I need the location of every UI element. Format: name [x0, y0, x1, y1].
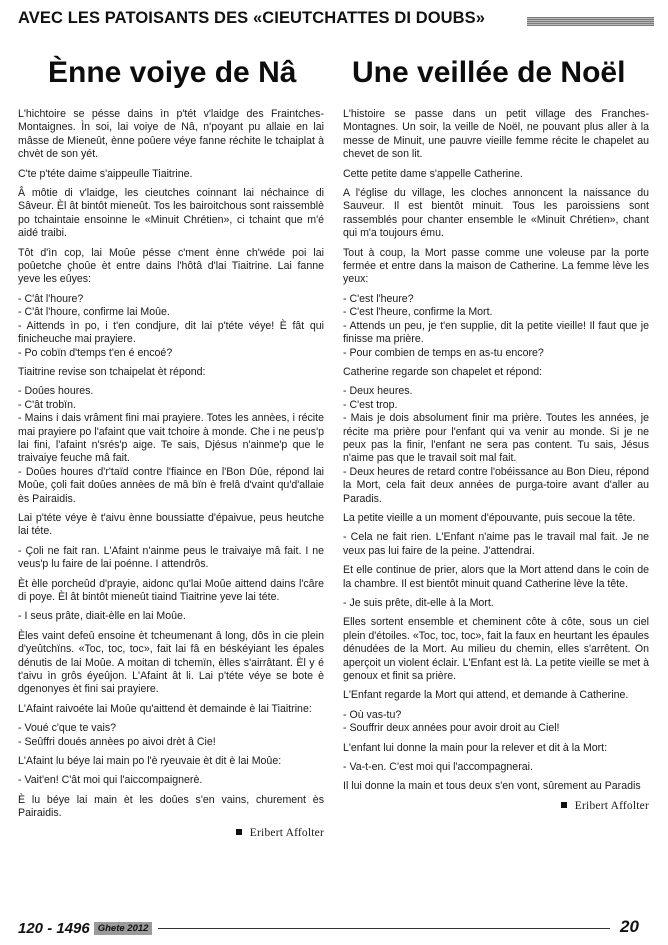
paragraph: Catherine regarde son chapelet et répond:	[343, 365, 543, 378]
page-header	[18, 8, 654, 30]
edition-badge: Ghete 2012	[94, 922, 153, 935]
paragraph: Tout à coup, la Mort passe comme une voleuse par la porte fermée et entre dans la maison de Catherine. La femme lève les yeux:	[343, 246, 649, 286]
paragraph: Â môtie di v'laidge, les cieutches coinnant lai néchaince di Sâveur. Èl ât bintôt mieneût. Tos les bairoitchous sont raissemblè po tchaintaie ensoinne le «Minuit Chrétien», ci tchaint que m'é aidé traibi.	[18, 187, 324, 240]
paragraph: - Je suis prête, dit-elle à la Mort.	[343, 597, 494, 609]
paragraph: - I seus prâte, diait-èlle en lai Moûe.	[18, 610, 186, 623]
issue-info	[18, 919, 152, 937]
paragraph: L'Afaint raivoéte lai Moûe qu'aittend èt demainde è lai Tiaitrine:	[18, 702, 312, 715]
author-signature	[18, 827, 324, 840]
french-column	[343, 108, 649, 819]
author-name: Eribert Affolter	[574, 799, 649, 812]
paragraph: L'hichtoire se pésse dains ìn p'tét v'laidge des Fraintches-Montaignes. Ìn soi, lai voiye de Nâ, n'poyant pu allaie en lai mâsse de Mieneût, ènne poûere véye fanne réchite le tchaiplat à chvèt de son yét.	[18, 108, 324, 161]
footer-rule	[158, 928, 610, 929]
issue-number: 120 - 1496	[18, 919, 90, 937]
paragraph: È lu béye lai main èt les doûes s'en vains, churement ès Pairaidis.	[18, 793, 324, 820]
paragraph: L'Enfant regarde la Mort qui attend, et demande à Catherine.	[343, 689, 629, 702]
paragraph: - Deux heures. - C'est trop. - Mais je dois absolument finir ma prière. Toutes les années, je récite ma prière pour l'enfant qui va venir au monde. Si je ne peux pas la finir, l'enfant ne sera pas content. Tu sais, Jésus n'aime pas que le travail soit mal fait. - Deux heures de retard contre l'obéissance au Bon Dieu, répond la Mort, cela fait deux années de purga-toire avant d'aller au Paradis.	[343, 385, 649, 505]
paragraph: - Vait'en! C'ât moi qui l'aiccompaignerè.	[18, 774, 203, 787]
paragraph: Cette petite dame s'appelle Catherine.	[343, 167, 523, 180]
square-bullet-icon	[236, 829, 242, 835]
paragraph: Et elle continue de prier, alors que la Mort attend dans le coin de la chambre. Il est bientôt minuit quand Catherine lève la tête.	[343, 564, 649, 590]
header-text: AVEC LES PATOISANTS DES «CIEUTCHATTES DI DOUBS»	[18, 9, 486, 27]
paragraph: - C'est l'heure? - C'est l'heure, confirme la Mort. - Attends un peu, je t'en supplie, dit la petite vieille! Il faut que je finisse ma prière. - Pour combien de temps en as-tu encore?	[343, 292, 649, 359]
french-title: Une veillée de Noël	[352, 56, 626, 89]
paragraph: - C'ât l'houre? - C'ât l'houre, confirme lai Moûe. - Aittends ìn po, i t'en condjure, dit lai p'téte véye! È fât qui finicheuche mai prayiere. - Po cobïn d'temps t'en é encoé?	[18, 292, 324, 359]
author-name: Eribert Affolter	[249, 826, 324, 839]
patois-column	[18, 108, 324, 846]
paragraph: - Doûes houres. - C'ât trobïn. - Mains i dais vrâment fini mai prayiere. Totes les annèes, i récite mai prayiere po l'afaint que vait tchoire à monde. Che i ne peus'p lai fini, l'afaint n'srés'p aige. Te sais, Djésus n'ainme'p que le traivaiye feuche mâ fait. - Doûes houres d'r'taïd contre l'fiaince en l'Bon Dûe, répond lai Moûe, çoli fait doûes annèes de mâ bïn è frelâ d'vaint qu'd'allaie ès Pairaidis.	[18, 385, 324, 505]
paragraph: - Va-t-en. C'est moi qui l'accompagnerai.	[343, 761, 533, 774]
patois-title: Ènne voiye de Nâ	[48, 56, 297, 89]
paragraph: L'histoire se passe dans un petit village des Franches-Montagnes. Un soir, la veille de Noël, ne pouvant plus aller à la messe de Minuit, une pauvre vieille femme récite le chapelet au chevet de son lit.	[343, 108, 649, 161]
header-decorative-bar	[527, 17, 654, 26]
paragraph: Lai p'téte véye è t'aivu ènne boussiatte d'épaivue, peus heutche lai téte.	[18, 511, 324, 538]
paragraph: La petite vieille a un moment d'épouvante, puis secoue la tête.	[343, 511, 636, 524]
paragraph: A l'église du village, les cloches annoncent la naissance du Sauveur. Il est bientôt minuit. Tous les paroissiens sont rassemblés pour chanter ensemble le «Minuit Chrétien», chant qui m'a toujours ému.	[343, 187, 649, 240]
paragraph: Tiaitrine revise son tchaipelat èt répond:	[18, 365, 206, 378]
paragraph: - Cela ne fait rien. L'Enfant n'aime pas le travail mal fait. Je ne veux pas lui faire de la peine. J'attendrai.	[343, 531, 649, 557]
paragraph: - Çoli ne fait ran. L'Afaint n'ainme peus le traivaiye mâ fait. I ne veus'p lu faire de lai poénne. I attendrôs.	[18, 544, 324, 571]
paragraph: Tôt d'ìn cop, lai Moûe pésse c'ment ènne ch'wéde poi lai poûetche çhoûe èt entre dains l'hôtâ d'lai Tiaitrine. Lai fanne yeve les eûyes:	[18, 246, 324, 286]
paragraph: - Où vas-tu? - Souffrir deux années pour avoir droit au Ciel!	[343, 708, 560, 735]
paragraph: Elles sortent ensemble et cheminent côte à côte, sous un ciel plein d'étoiles. «Toc, toc, toc», fait la faux en heurtant les épaules dénudées de la Mort. Au milieu du chemin, elles s'arrêtent. On aperçoit un violent éclair. L'Enfant est là. La petite vieille se met à genoux et finit sa prière.	[343, 616, 649, 683]
paragraph: L'Afaint lu béye lai main po l'è ryeuvaie èt dit è lai Moûe:	[18, 755, 282, 768]
paragraph: Èt èlle porcheûd d'prayie, aidonc qu'lai Moûe aittend dains l'câre di poye. Èl ât bintôt mieneût tiaind Tiaitrine yeve lai téte.	[18, 577, 324, 603]
author-signature	[343, 800, 649, 813]
paragraph: Èles vaint defeû ensoine èt tcheumenant â long, dôs ìn cie plein d'yeûtchïns. «Toc, toc, toc», fait lai fâ en béskéyiant les épales dénutis de lai Moûe. A moitan di tchemïn, èlles s'airrâtant. Èl y é t'aivu ìn grôs éyeûjon. L'Afaint ât li. Lai p'téte véye se bote è dgenonyes èt fini sai prayiere.	[18, 629, 324, 696]
paragraph: L'enfant lui donne la main pour la relever et dit à la Mort:	[343, 741, 608, 754]
page-number: 20	[620, 917, 639, 936]
paragraph: Il lui donne la main et tous deux s'en vont, sûrement au Paradis	[343, 780, 641, 793]
paragraph: - Voué c'que te vais? - Seûffri doués annèes po aivoi drèt â Cie!	[18, 722, 216, 748]
square-bullet-icon	[561, 802, 567, 808]
paragraph: C'te p'téte daime s'aippeulle Tiaitrine.	[18, 167, 193, 180]
